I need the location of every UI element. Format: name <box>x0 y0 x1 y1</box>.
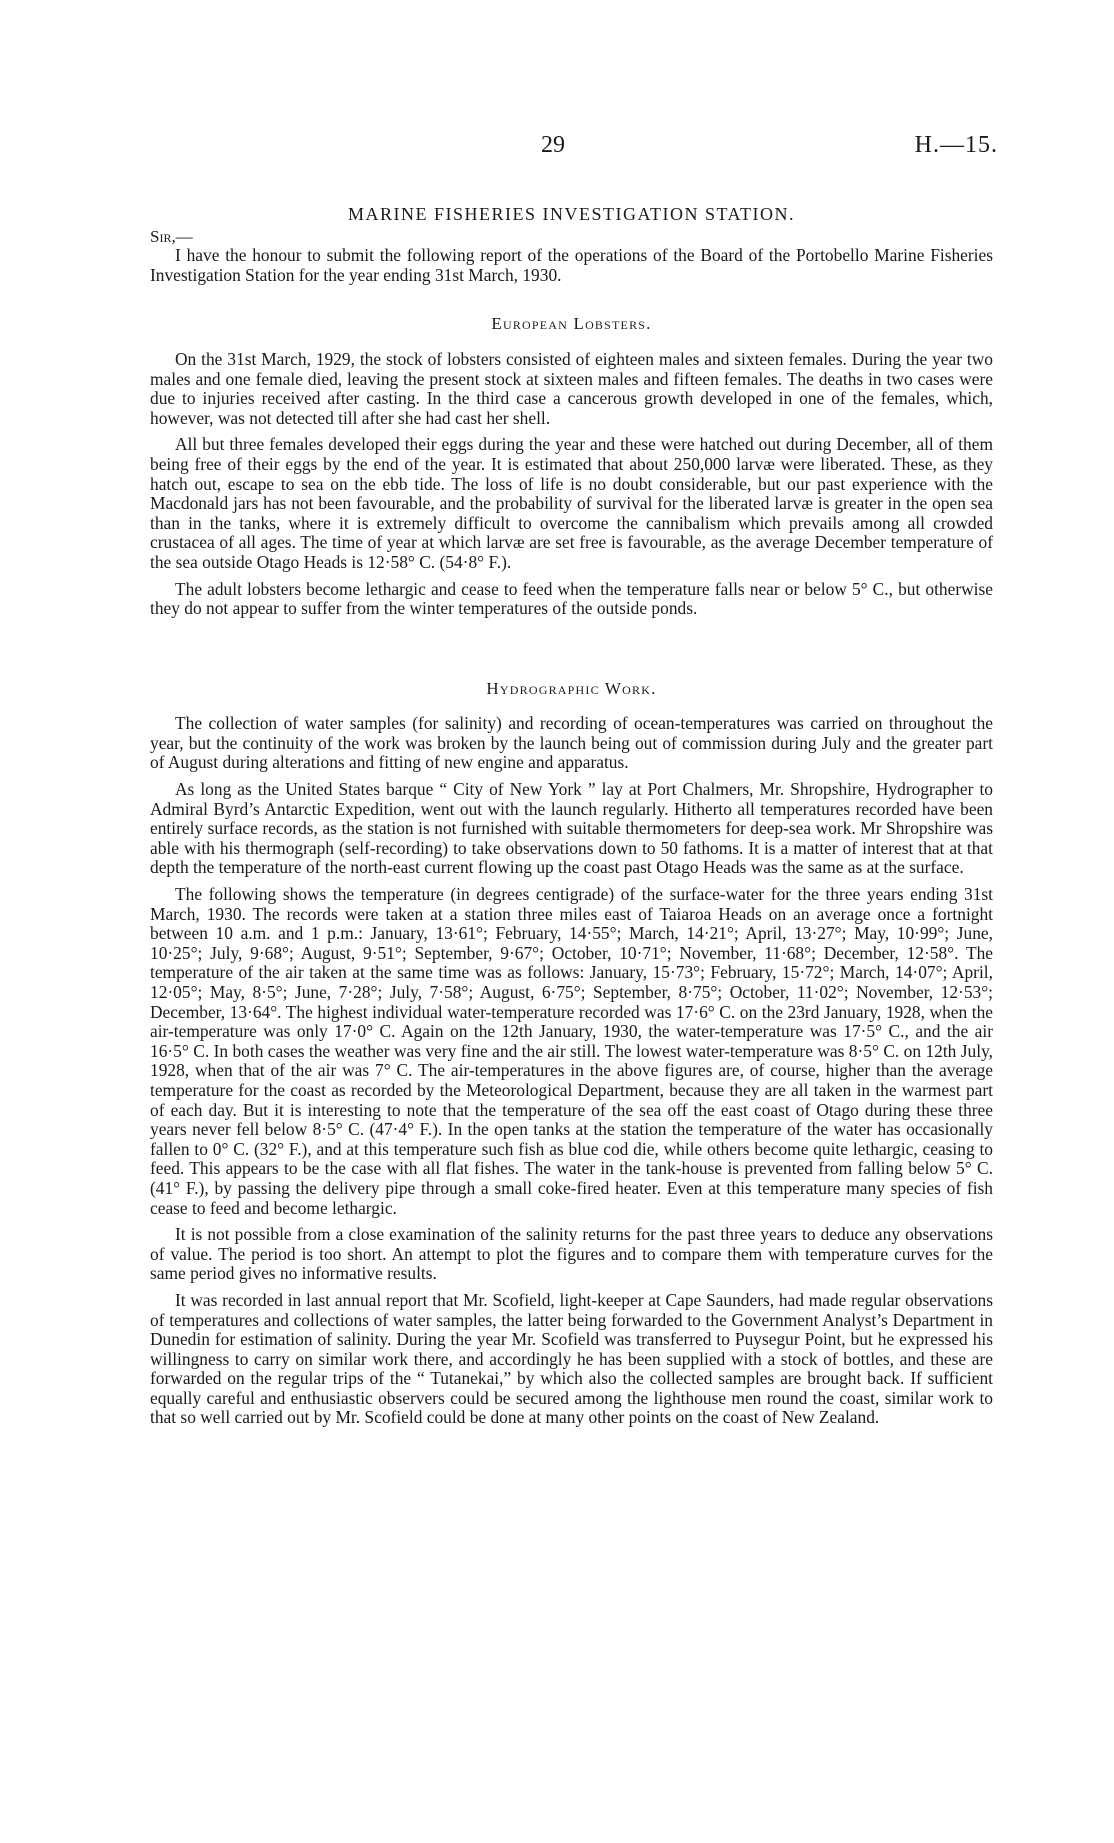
lobsters-paragraph: All but three females developed their eggs during the year and these were hatched out during December, all of them being free of their eggs by the end of the year. It is estimated that about 250,000 larvæ were liberated. These, as they hatch out, escape to sea on the ebb tide. The loss of life is no doubt considerable, but our past experience with the Macdonald jars has not been favourable, and the probability of survival for the liberated larvæ is greater in the open sea than in the tanks, where it is extremely difficult to overcome the cannibalism which prevails among all crowded crustacea of all ages. The time of year at which larvæ are set free is favourable, as the average December temperature of the sea outside Otago Heads is 12·58° C. (54·8° F.). <box>150 434 993 572</box>
page-number: 29 <box>541 132 565 158</box>
hydrographic-paragraph: The collection of water samples (for salinity) and recording of ocean-temperatures was carried on throughout the year, but the continuity of the work was broken by the launch being out of commission during July and the greater part of August during alterations and fitting of new engine and apparatus. <box>150 713 993 773</box>
document-reference: H.—15. <box>914 132 998 158</box>
section-heading-hydrographic-work: Hydrographic Work. <box>486 678 657 698</box>
report-title: MARINE FISHERIES INVESTIGATION STATION. <box>347 204 796 224</box>
hydrographic-paragraph: The following shows the temperature (in degrees centigrade) of the surface-water for the three years ending 31st March, 1930. The records were taken at a station three miles east of Taiaroa Heads on an average once a fortnight between 10 a.m. and 1 p.m.: January, 13·61°; February, 14·55°; March, 14·21°; April, 13·27°; May, 10·99°; June, 10·25°; July, 9·68°; August, 9·51°; September, 9·67°; October, 10·71°; November, 11·68°; December, 12·58°. The temperature of the air taken at the same time was as follows: January, 15·73°; February, 15·72°; March, 14·07°; April, 12·05°; May, 8·5°; June, 7·28°; July, 7·58°; August, 6·75°; September, 8·75°; October, 11·02°; November, 12·53°; December, 13·64°. The highest individual water-temperature recorded was 17·6° C. on the 23rd January, 1928, when the air-temperature was only 17·0° C. Again on the 12th January, 1930, the water-temperature was 17·5° C., and the air 16·5° C. In both cases the weather was very fine and the air still. The lowest water-temperature was 8·5° C. on 12th July, 1928, when that of the air was 7° C. The air-temperatures in the above figures are, of course, higher than the average temperature for the coast as recorded by the Meteorological Department, because they are all taken in the warmest part of each day. But it is interesting to note that the temperature of the sea off the east coast of Otago during these three years never fell below 8·5° C. (47·4° F.). In the open tanks at the station the temperature of the water has occasionally fallen to 0° C. (32° F.), and at this temperature such fish as blue cod die, while others become quite lethargic, ceasing to feed. This appears to be the case with all flat fishes. The water in the tank-house is prevented from falling below 5° C. (41° F.), by passing the delivery pipe through a small coke-fired heater. Even at this temperature many species of fish cease to feed and become lethargic. <box>150 884 993 1218</box>
lobsters-paragraph: On the 31st March, 1929, the stock of lobsters consisted of eighteen males and sixteen females. During the year two males and one female died, leaving the present stock at sixteen males and fifteen females. The deaths in two cases were due to injuries received after casting. In the third case a cancerous growth developed in one of the females, which, however, was not detected till after she had cast her shell. <box>150 348 993 428</box>
lobsters-paragraph: The adult lobsters become lethargic and cease to feed when the temperature falls near or below 5° C., but otherwise they do not appear to suffer from the winter temperatures of the outside ponds. <box>150 578 993 619</box>
hydrographic-paragraph: It is not possible from a close examination of the salinity returns for the past three years to deduce any observations of value. The period is too short. An attempt to plot the figures and to compare them with temperature curves for the same period gives no informative results. <box>150 1224 993 1284</box>
hydrographic-paragraph: As long as the United States barque “ City of New York ” lay at Port Chalmers, Mr. Shropshire, Hydrographer to Admiral Byrd’s Antarctic Expedition, went out with the launch regularly. Hitherto all temperatures recorded have been entirely surface records, as the station is not furnished with suitable thermometers for deep-sea work. Mr Shropshire was able with his thermograph (self-recording) to take observations down to 50 fathoms. It is a matter of interest that at that depth the temperature of the north-east current flowing up the coast past Otago Heads was the same as at the surface. <box>150 779 993 878</box>
hydrographic-paragraph: It was recorded in last annual report that Mr. Scofield, light-keeper at Cape Saunders, had made regular observations of temperatures and collections of water samples, the latter being forwarded to the Government Analyst’s Department in Dunedin for estimation of salinity. During the year Mr. Scofield was transferred to Puysegur Point, but he expressed his willingness to carry on similar work there, and accordingly he has been supplied with a stock of bottles, and these are forwarded on the regular trips of the “ Tutanekai,” by which also the collected samples are brought back. If sufficient equally careful and enthusiastic observers could be secured among the lighthouse men round the coast, similar work to that so well carried out by Mr. Scofield could be done at many other points on the coast of New Zealand. <box>150 1289 993 1428</box>
intro-paragraph: I have the honour to submit the following report of the operations of the Board of the Portobello Marine Fisheries Investigation Station for the year ending 31st March, 1930. <box>150 245 993 285</box>
salutation: Sir,— <box>150 226 193 246</box>
section-heading-european-lobsters: European Lobsters. <box>491 314 652 334</box>
report-body <box>150 205 993 1435</box>
page-header <box>0 132 1114 172</box>
